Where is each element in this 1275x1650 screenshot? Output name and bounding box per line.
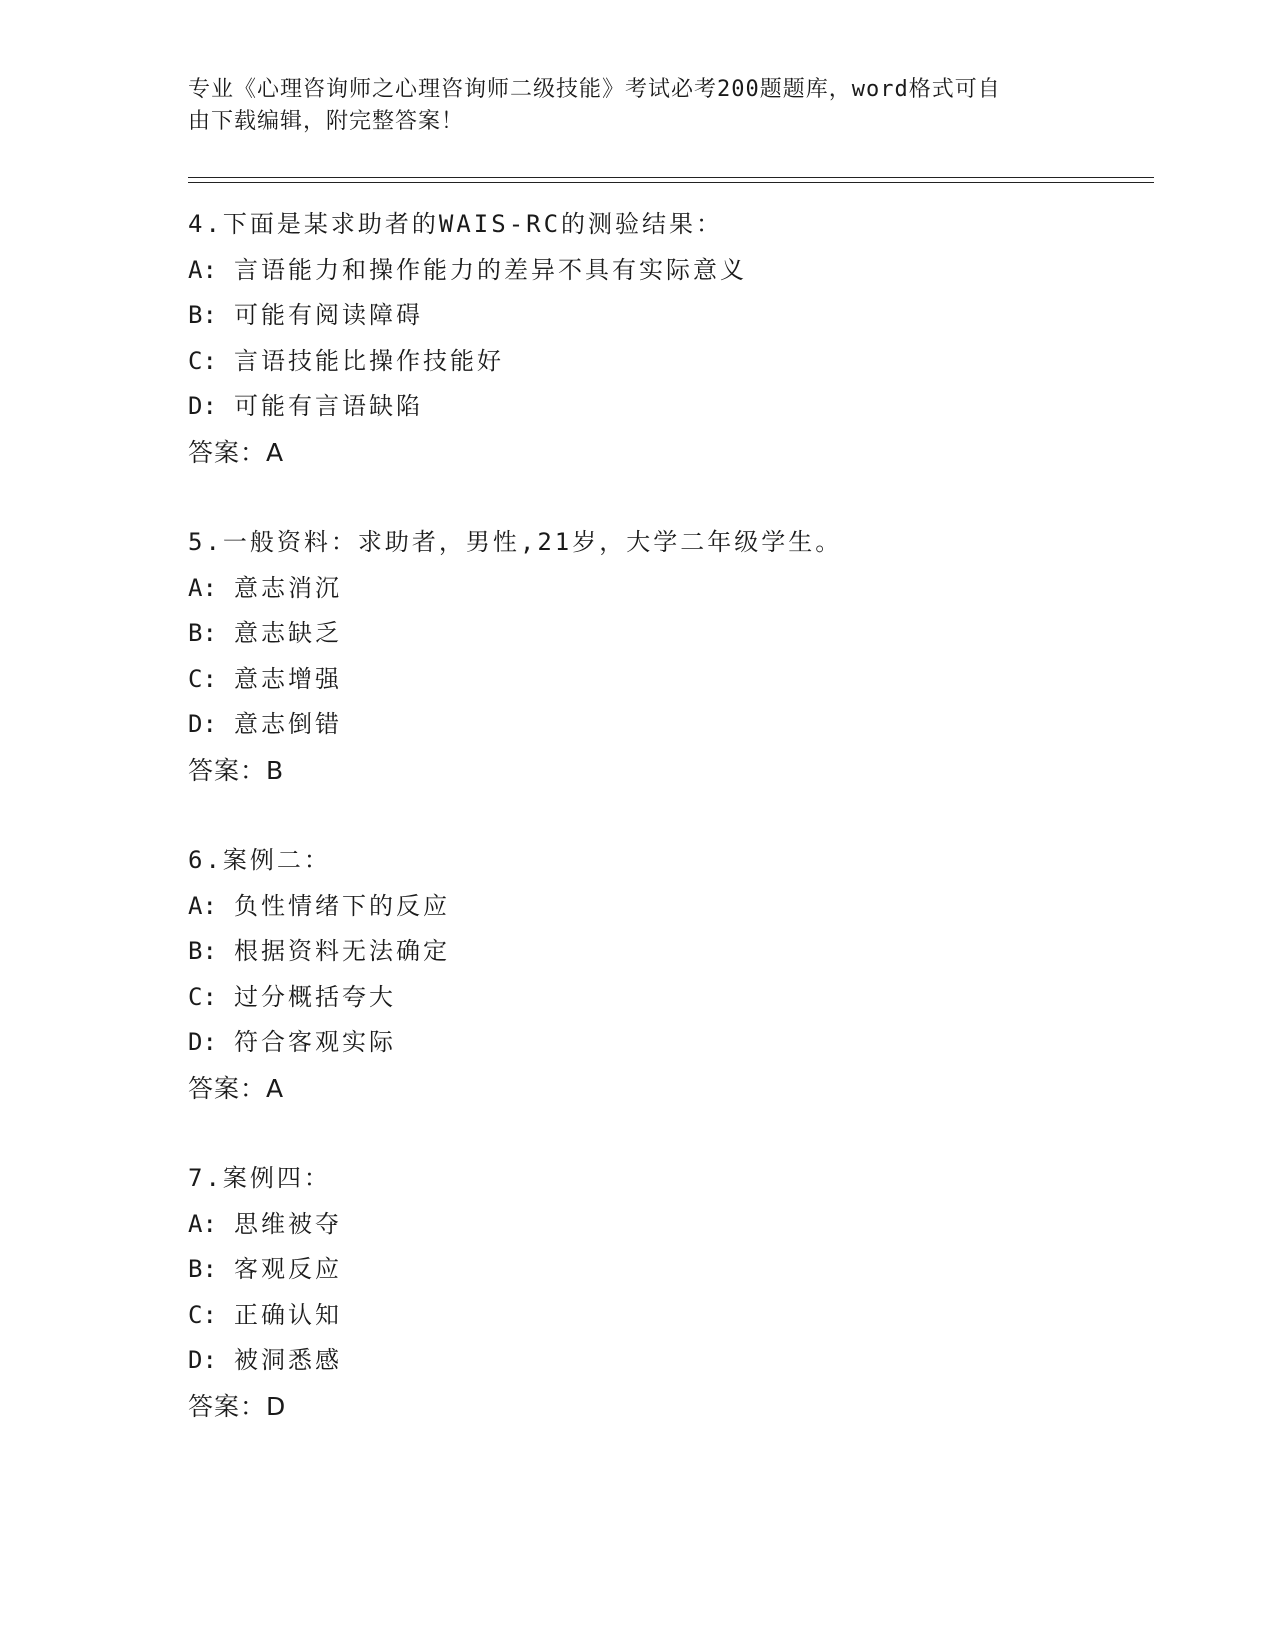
option-key: B: bbox=[188, 1255, 217, 1284]
question-block bbox=[188, 1156, 1148, 1430]
option-text: 正确认知 bbox=[234, 1300, 342, 1329]
option-b bbox=[188, 1247, 1148, 1293]
option-c bbox=[188, 975, 1148, 1021]
option-text: 可能有言语缺陷 bbox=[234, 392, 423, 421]
option-key: C: bbox=[188, 664, 217, 693]
question-stem: 7.案例四： bbox=[188, 1164, 331, 1192]
option-text: 根据资料无法确定 bbox=[234, 937, 450, 966]
option-key: C: bbox=[188, 1300, 217, 1329]
option-a bbox=[188, 1202, 1148, 1248]
option-d bbox=[188, 1020, 1148, 1066]
option-key: C: bbox=[188, 346, 217, 375]
header-line-2: 由下载编辑，附完整答案！ bbox=[188, 109, 465, 134]
answer-line: 答案：A bbox=[188, 1073, 285, 1103]
answer-line: 答案：D bbox=[188, 1391, 287, 1421]
question-block bbox=[188, 838, 1148, 1112]
option-key: A: bbox=[188, 573, 217, 602]
option-key: C: bbox=[188, 982, 217, 1011]
question-block bbox=[188, 202, 1148, 476]
option-key: B: bbox=[188, 619, 217, 648]
option-key: D: bbox=[188, 710, 217, 739]
option-text: 可能有阅读障碍 bbox=[234, 301, 423, 330]
option-text: 意志增强 bbox=[234, 664, 342, 693]
option-key: D: bbox=[188, 392, 217, 421]
option-d bbox=[188, 702, 1148, 748]
option-text: 负性情绪下的反应 bbox=[234, 891, 450, 920]
option-a bbox=[188, 884, 1148, 930]
answer-line: 答案：B bbox=[188, 755, 285, 785]
option-text: 意志消沉 bbox=[234, 573, 342, 602]
option-text: 言语技能比操作技能好 bbox=[234, 346, 504, 375]
option-text: 被洞悉感 bbox=[234, 1346, 342, 1375]
option-d bbox=[188, 384, 1148, 430]
option-key: D: bbox=[188, 1028, 217, 1057]
option-text: 意志缺乏 bbox=[234, 619, 342, 648]
option-d bbox=[188, 1338, 1148, 1384]
option-key: A: bbox=[188, 891, 217, 920]
question-block bbox=[188, 520, 1148, 794]
header-divider-top bbox=[188, 177, 1154, 178]
header-line-1: 专业《心理咨询师之心理咨询师二级技能》考试必考200题题库，word格式可自 bbox=[188, 77, 1001, 102]
option-text: 言语能力和操作能力的差异不具有实际意义 bbox=[234, 255, 747, 284]
option-key: A: bbox=[188, 255, 217, 284]
option-c bbox=[188, 339, 1148, 385]
option-text: 思维被夺 bbox=[234, 1209, 342, 1238]
option-key: B: bbox=[188, 301, 217, 330]
option-text: 意志倒错 bbox=[234, 710, 342, 739]
header-divider-bottom bbox=[188, 182, 1154, 183]
option-c bbox=[188, 1293, 1148, 1339]
question-stem: 4.下面是某求助者的WAIS-RC的测验结果： bbox=[188, 210, 724, 238]
option-b bbox=[188, 611, 1148, 657]
option-c bbox=[188, 657, 1148, 703]
option-text: 客观反应 bbox=[234, 1255, 342, 1284]
option-key: A: bbox=[188, 1209, 217, 1238]
option-text: 过分概括夸大 bbox=[234, 982, 396, 1011]
option-key: B: bbox=[188, 937, 217, 966]
option-a bbox=[188, 248, 1148, 294]
option-b bbox=[188, 929, 1148, 975]
option-text: 符合客观实际 bbox=[234, 1028, 396, 1057]
option-a bbox=[188, 566, 1148, 612]
question-stem: 5.一般资料：求助者，男性,21岁，大学二年级学生。 bbox=[188, 528, 843, 556]
option-b bbox=[188, 293, 1148, 339]
question-stem: 6.案例二： bbox=[188, 846, 331, 874]
answer-line: 答案：A bbox=[188, 437, 285, 467]
document-header bbox=[188, 74, 1088, 138]
option-key: D: bbox=[188, 1346, 217, 1375]
